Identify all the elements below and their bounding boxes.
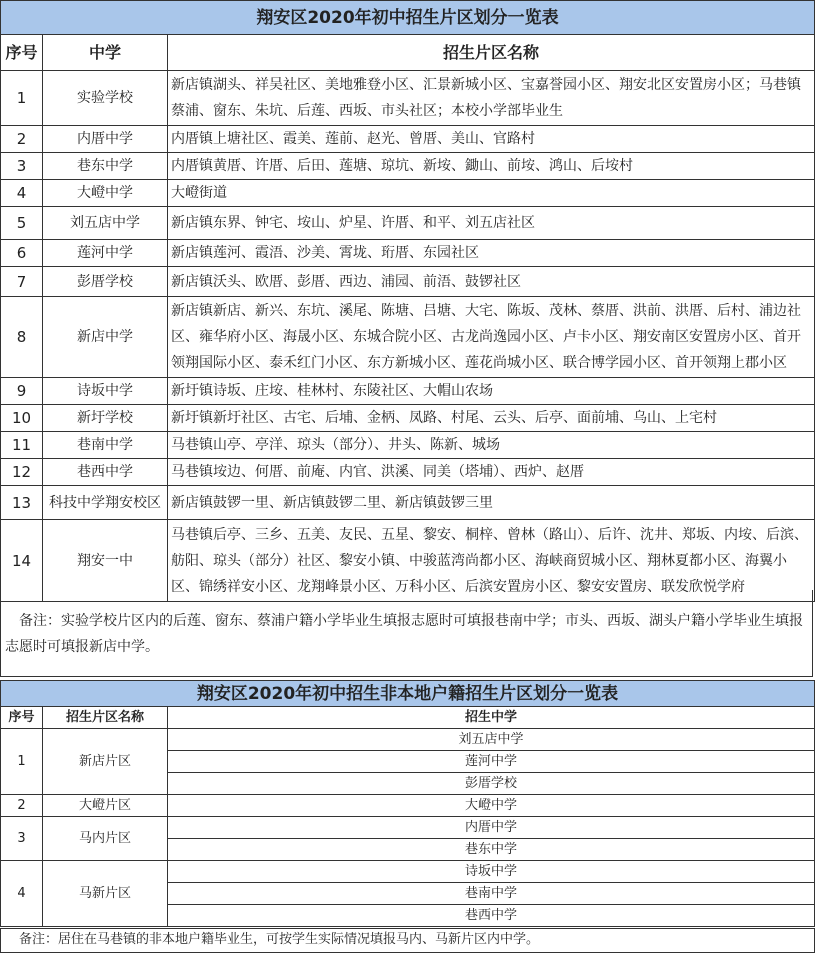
school-name: 巷西中学	[43, 459, 168, 486]
school-name: 科技中学翔安校区	[43, 486, 168, 520]
header-schools: 招生中学	[168, 707, 815, 729]
enrollment-areas: 新店镇湖头、祥吴社区、美地雅登小区、汇景新城小区、宝嘉誉园小区、翔安北区安置房小区；马巷镇蔡浦、窗东、朱坑、后莲、西坂、市头社区；本校小学部毕业生	[168, 71, 815, 126]
school-name: 新圩学校	[43, 405, 168, 432]
school-name: 诗坂中学	[43, 378, 168, 405]
table-row	[1, 378, 815, 405]
table1-title: 翔安区2020年初中招生片区划分一览表	[1, 1, 815, 35]
enrollment-areas: 新店镇新店、新兴、东坑、溪尾、陈塘、吕塘、大宅、陈坂、茂林、蔡厝、洪前、洪厝、后村、浦边社区、雍华府小区、海晟小区、东城合院小区、古龙尚逸园小区、卢卡小区、翔安南区安置房小区、首开领翔国际小区、泰禾红门小区、东方新城小区、莲花尚城小区、联合博学园小区、首开领翔上郡小区	[168, 297, 815, 378]
row-number: 6	[1, 240, 43, 267]
school-name: 莲河中学	[43, 240, 168, 267]
enrollment-areas: 马巷镇山亭、亭洋、琼头（部分）、井头、陈新、城场	[168, 432, 815, 459]
nonlocal-enrollment-table	[0, 680, 815, 927]
area-name: 马内片区	[43, 817, 168, 861]
enrollment-areas: 内厝镇黄厝、许厝、后田、莲塘、琼坑、新垵、鋤山、前垵、鸿山、后垵村	[168, 153, 815, 180]
header-areas: 招生片区名称	[168, 35, 815, 71]
school-name: 大嶝中学	[43, 180, 168, 207]
header-area: 招生片区名称	[43, 707, 168, 729]
row-number: 5	[1, 207, 43, 240]
row-number: 2	[1, 126, 43, 153]
table-row	[1, 817, 815, 839]
school-name: 大嶝中学	[168, 795, 815, 817]
school-name: 巷西中学	[168, 905, 815, 927]
group-number: 1	[1, 729, 43, 795]
row-number: 7	[1, 267, 43, 297]
group-number: 2	[1, 795, 43, 817]
row-number: 8	[1, 297, 43, 378]
enrollment-areas: 新店镇莲河、霞浯、沙美、霄垅、珩厝、东园社区	[168, 240, 815, 267]
school-name: 巷南中学	[43, 432, 168, 459]
row-number: 1	[1, 71, 43, 126]
table-row	[1, 126, 815, 153]
area-name: 新店片区	[43, 729, 168, 795]
school-name: 巷东中学	[43, 153, 168, 180]
row-number: 11	[1, 432, 43, 459]
school-name: 刘五店中学	[43, 207, 168, 240]
school-name: 新店中学	[43, 297, 168, 378]
row-number: 10	[1, 405, 43, 432]
table2-note: 备注：居住在马巷镇的非本地户籍毕业生，可按学生实际情况填报马内、马新片区内中学。	[0, 928, 815, 953]
enrollment-areas: 新圩镇诗坂、庄垵、桂林村、东陵社区、大帽山农场	[168, 378, 815, 405]
school-name: 内厝中学	[168, 817, 815, 839]
area-name: 大嶝片区	[43, 795, 168, 817]
enrollment-areas: 新店镇沃头、欧厝、彭厝、西边、浦园、前浯、鼓锣社区	[168, 267, 815, 297]
header-number: 序号	[1, 707, 43, 729]
table-row	[1, 207, 815, 240]
table-row	[1, 459, 815, 486]
enrollment-areas: 马巷镇垵边、何厝、前庵、内官、洪溪、同美（塔埔）、西炉、赵厝	[168, 459, 815, 486]
table-row	[1, 432, 815, 459]
row-number: 3	[1, 153, 43, 180]
table-row	[1, 267, 815, 297]
enrollment-areas: 内厝镇上塘社区、霞美、莲前、赵光、曾厝、美山、官路村	[168, 126, 815, 153]
table-row	[1, 729, 815, 751]
table-row	[1, 71, 815, 126]
school-name: 彭厝学校	[43, 267, 168, 297]
row-number: 12	[1, 459, 43, 486]
table-row	[1, 153, 815, 180]
row-number: 4	[1, 180, 43, 207]
table-row	[1, 180, 815, 207]
row-number: 14	[1, 520, 43, 602]
school-name: 巷东中学	[168, 839, 815, 861]
enrollment-areas: 新店镇鼓锣一里、新店镇鼓锣二里、新店镇鼓锣三里	[168, 486, 815, 520]
enrollment-areas: 新圩镇新圩社区、古宅、后埔、金柄、凤路、村尾、云头、后亭、面前埔、乌山、上宅村	[168, 405, 815, 432]
table-row	[1, 486, 815, 520]
school-name: 实验学校	[43, 71, 168, 126]
school-name: 刘五店中学	[168, 729, 815, 751]
table1-note: 备注：实验学校片区内的后莲、窗东、蔡浦户籍小学毕业生填报志愿时可填报巷南中学；市头、西坂、湖头户籍小学毕业生填报志愿时可填报新店中学。	[0, 590, 813, 677]
school-name: 巷南中学	[168, 883, 815, 905]
row-number: 9	[1, 378, 43, 405]
row-number: 13	[1, 486, 43, 520]
area-name: 马新片区	[43, 861, 168, 927]
header-school: 中学	[43, 35, 168, 71]
header-number: 序号	[1, 35, 43, 71]
table-row	[1, 795, 815, 817]
school-name: 莲河中学	[168, 751, 815, 773]
table-row	[1, 240, 815, 267]
enrollment-areas: 大嶝街道	[168, 180, 815, 207]
enrollment-areas: 新店镇东界、钟宅、垵山、炉星、许厝、和平、刘五店社区	[168, 207, 815, 240]
school-name: 彭厝学校	[168, 773, 815, 795]
table-row	[1, 405, 815, 432]
table-row	[1, 861, 815, 883]
table2-title: 翔安区2020年初中招生非本地户籍招生片区划分一览表	[1, 681, 815, 707]
school-name: 内厝中学	[43, 126, 168, 153]
group-number: 3	[1, 817, 43, 861]
school-name: 诗坂中学	[168, 861, 815, 883]
school-name: 翔安一中	[43, 520, 168, 602]
table-row	[1, 297, 815, 378]
group-number: 4	[1, 861, 43, 927]
enrollment-areas: 马巷镇后亭、三乡、五美、友民、五星、黎安、桐梓、曾林（路山）、后许、沈井、郑坂、内垵、后滨、舫阳、琼头（部分）社区、黎安小镇、中骏蓝湾尚都小区、海峡商贸城小区、翔林夏都小区、海翼小区、锦绣祥安小区、龙翔峰景小区、万科小区、后滨安置房小区、黎安安置房、联发欣悦学府	[168, 520, 815, 602]
